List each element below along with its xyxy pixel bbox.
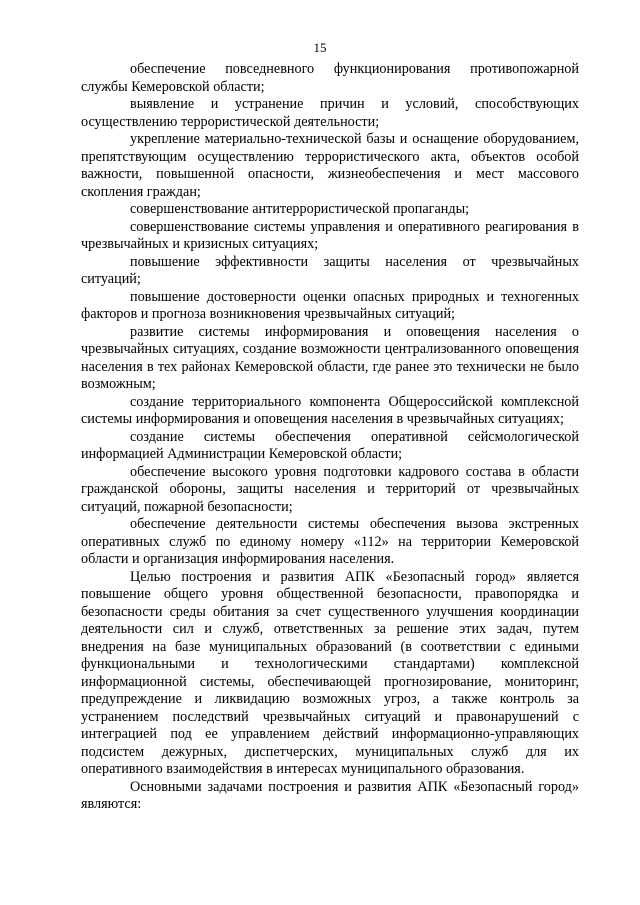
- paragraph-10: создание системы обеспечения оперативной сейсмологической информацией Администрации Кемеровской области;: [81, 428, 579, 462]
- paragraph-14: Основными задачами построения и развития АПК «Безопасный город» являются:: [81, 778, 579, 812]
- document-body: [81, 61, 579, 814]
- paragraph-12: обеспечение деятельности системы обеспечения вызова экстренных оперативных служб по единому номеру «112» на территории Кемеровской области и организация информирования населения.: [81, 516, 579, 567]
- page-number: 15: [313, 40, 327, 55]
- paragraph-8: развитие системы информирования и оповещения населения о чрезвычайных ситуациях, создание возможности централизованного оповещения населения в тех районах Кемеровской области, где ранее это технически не было возможным;: [81, 323, 579, 392]
- paragraph-6: повышение эффективности защиты населения от чрезвычайных ситуаций;: [81, 253, 579, 287]
- paragraph-1: обеспечение повседневного функционирования противопожарной службы Кемеровской области;: [81, 61, 579, 95]
- paragraph-13: Целью построения и развития АПК «Безопасный город» является повышение общего уровня общественной безопасности, правопорядка и безопасности среды обитания за счет существенного улучшения координации деятельности сил и служб, ответственных за решение этих задач, путем внедрения на базе муниципальных образований (в соответствии с едиными функциональными и технологическими стандартами) комплексной информационной системы, обеспечивающей прогнозирование, мониторинг, предупреждение и ликвидацию возможных угроз, а также контроль за устранением последствий чрезвычайных ситуаций и правонарушений с интеграцией под ее управлением действий информационно-управляющих подсистем дежурных, диспетчерских, муниципальных служб для их оперативного взаимодействия в интересах муниципального образования.: [81, 568, 579, 777]
- paragraph-9: создание территориального компонента Общероссийской комплексной системы информирования и оповещения населения в чрезвычайных ситуациях;: [81, 393, 579, 427]
- paragraph-3: укрепление материально-технической базы и оснащение оборудованием, препятствующим осуществлению террористического акта, объектов особой важности, повышенной опасности, жизнеобеспечения и мест массового скопления граждан;: [81, 131, 579, 200]
- paragraph-4: совершенствование антитеррористической пропаганды;: [130, 201, 470, 217]
- paragraph-7: повышение достоверности оценки опасных природных и техногенных факторов и прогноза возникновения чрезвычайных ситуаций;: [81, 288, 579, 322]
- paragraph-2: выявление и устранение причин и условий, способствующих осуществлению террористической деятельности;: [81, 96, 579, 130]
- paragraph-5: совершенствование системы управления и оперативного реагирования в чрезвычайных и кризисных ситуациях;: [81, 218, 579, 252]
- paragraph-11: обеспечение высокого уровня подготовки кадрового состава в области гражданской обороны, защиты населения и территорий от чрезвычайных ситуаций, пожарной безопасности;: [81, 463, 579, 515]
